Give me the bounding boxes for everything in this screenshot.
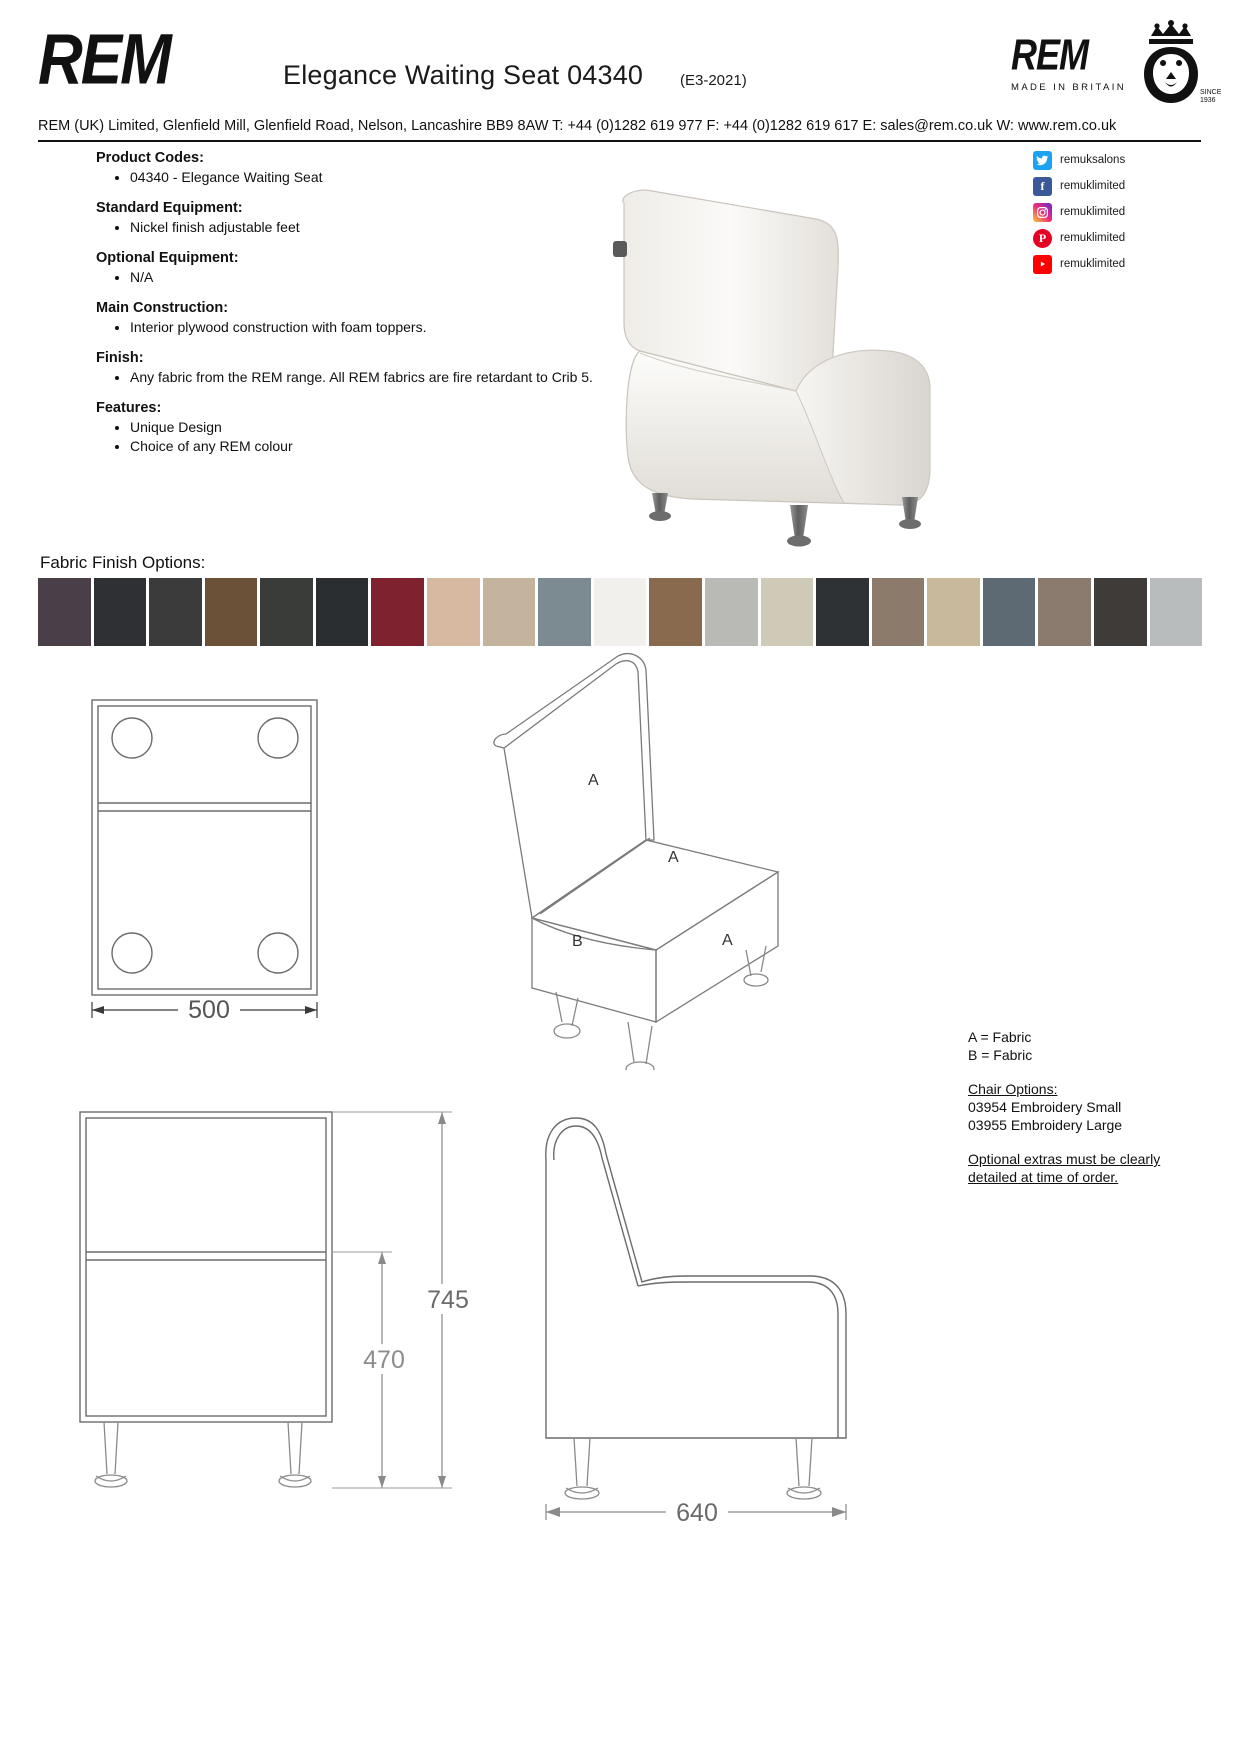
list-item: • Interior plywood construction with foam toppers. <box>130 318 636 336</box>
spec-heading: Product Codes: <box>96 150 204 166</box>
chair-option-small: 03954 Embroidery Small <box>968 1099 1122 1115</box>
spec-heading: Finish: <box>96 350 144 366</box>
spec-block-features <box>96 400 636 455</box>
dimension-height: 745 <box>427 1286 469 1314</box>
list-item: • 04340 - Elegance Waiting Seat <box>130 168 636 186</box>
instagram-icon <box>1033 203 1052 222</box>
social-handle: remuklimited <box>1060 180 1126 192</box>
social-handle: remuksalons <box>1060 154 1126 166</box>
social-row-twitter[interactable] <box>1033 148 1213 172</box>
isometric-view-drawing <box>460 650 860 1070</box>
spec-items <box>96 318 636 336</box>
pinterest-icon: P <box>1033 229 1052 248</box>
company-address: REM (UK) Limited, Glenfield Mill, Glenfield Road, Nelson, Lancashire BB9 8AW T: +44 (0)1282 619 977 F: +44 (0)1282 619 617 E: sales@rem.co.uk W: www.rem.co.uk <box>38 118 1117 134</box>
fabric-swatch[interactable] <box>427 578 480 646</box>
list-item: • Unique Design <box>130 418 636 436</box>
fabric-swatch[interactable] <box>205 578 258 646</box>
spec-items <box>96 368 636 386</box>
fabric-swatch-strip <box>38 578 1202 646</box>
fabric-swatch[interactable] <box>594 578 647 646</box>
page-header <box>0 0 1239 140</box>
social-row-facebook[interactable] <box>1033 174 1213 198</box>
rem-wordmark-logo: REM <box>38 20 170 100</box>
made-in-britain-label: MADE IN BRITAIN <box>1011 82 1126 93</box>
warning-line-2: detailed at time of order. <box>968 1169 1119 1185</box>
iso-label-a1: A <box>588 772 599 789</box>
fabric-swatch[interactable] <box>872 578 925 646</box>
chair-option-large: 03955 Embroidery Large <box>968 1117 1123 1133</box>
notes-panel <box>968 1028 1198 1186</box>
list-item: • Choice of any REM colour <box>130 437 636 455</box>
social-row-youtube[interactable] <box>1033 252 1213 276</box>
fabric-swatch[interactable] <box>1038 578 1091 646</box>
specification-list <box>96 150 636 469</box>
front-view-drawing <box>60 1100 480 1520</box>
revision-code: (E3-2021) <box>680 72 747 89</box>
iso-label-b: B <box>572 933 583 950</box>
list-item: • N/A <box>130 268 636 286</box>
fabric-swatch[interactable] <box>983 578 1036 646</box>
fabric-swatch[interactable] <box>149 578 202 646</box>
fabric-swatch[interactable] <box>260 578 313 646</box>
legend-b: B = Fabric <box>968 1047 1033 1063</box>
dimension-seat-height: 470 <box>363 1346 405 1374</box>
fabric-swatch[interactable] <box>649 578 702 646</box>
legend-a: A = Fabric <box>968 1029 1032 1045</box>
dimension-width: 500 <box>188 996 230 1024</box>
fabric-swatch[interactable] <box>1094 578 1147 646</box>
warning-line-1: Optional extras must be clearly <box>968 1151 1161 1167</box>
fabric-swatch[interactable] <box>761 578 814 646</box>
spec-items <box>96 168 636 186</box>
product-photo <box>600 175 1000 565</box>
spec-block-optional-equipment <box>96 250 636 286</box>
fabric-swatch[interactable] <box>816 578 869 646</box>
social-handle: remuklimited <box>1060 258 1126 270</box>
spec-items <box>96 218 636 236</box>
rem-brand-wordmark: REM <box>1011 30 1088 80</box>
social-row-pinterest[interactable] <box>1033 226 1213 250</box>
side-view-drawing <box>520 1100 920 1530</box>
spec-block-standard-equipment <box>96 200 636 236</box>
svg-text:1936: 1936 <box>1200 97 1216 104</box>
youtube-icon <box>1033 255 1052 274</box>
fabric-swatch[interactable] <box>538 578 591 646</box>
twitter-icon <box>1033 151 1052 170</box>
spec-heading: Features: <box>96 400 162 416</box>
rem-brand-logo <box>1011 20 1221 105</box>
fabric-swatch[interactable] <box>38 578 91 646</box>
spec-block-product-codes <box>96 150 636 186</box>
spec-block-main-construction <box>96 300 636 336</box>
social-handle: remuklimited <box>1060 232 1126 244</box>
social-links <box>1033 148 1213 278</box>
spec-heading: Main Construction: <box>96 300 229 316</box>
social-row-instagram[interactable] <box>1033 200 1213 224</box>
fabric-swatch[interactable] <box>705 578 758 646</box>
fabric-swatch[interactable] <box>927 578 980 646</box>
fabric-swatch[interactable] <box>94 578 147 646</box>
spec-heading: Standard Equipment: <box>96 200 243 216</box>
svg-text:SINCE: SINCE <box>1200 89 1221 96</box>
list-item: • Nickel finish adjustable feet <box>130 218 636 236</box>
fabric-options-title: Fabric Finish Options: <box>40 553 206 572</box>
spec-items <box>96 268 636 286</box>
fabric-swatch[interactable] <box>1150 578 1203 646</box>
page-title: Elegance Waiting Seat 04340 <box>283 60 644 90</box>
fabric-swatch[interactable] <box>483 578 536 646</box>
list-item: • Any fabric from the REM range. All REM fabrics are fire retardant to Crib 5. <box>130 368 636 386</box>
header-divider <box>38 140 1201 142</box>
social-handle: remuklimited <box>1060 206 1126 218</box>
iso-label-a3: A <box>722 932 733 949</box>
iso-label-a2: A <box>668 849 679 866</box>
fabric-swatch[interactable] <box>371 578 424 646</box>
dimension-depth: 640 <box>676 1499 718 1527</box>
top-view-drawing <box>70 680 360 1040</box>
spec-items <box>96 418 636 455</box>
facebook-icon: f <box>1033 177 1052 196</box>
fabric-swatch[interactable] <box>316 578 369 646</box>
chair-options-title: Chair Options: <box>968 1081 1058 1097</box>
spec-block-finish <box>96 350 636 386</box>
spec-heading: Optional Equipment: <box>96 250 239 266</box>
lion-crest-icon <box>1121 20 1221 106</box>
